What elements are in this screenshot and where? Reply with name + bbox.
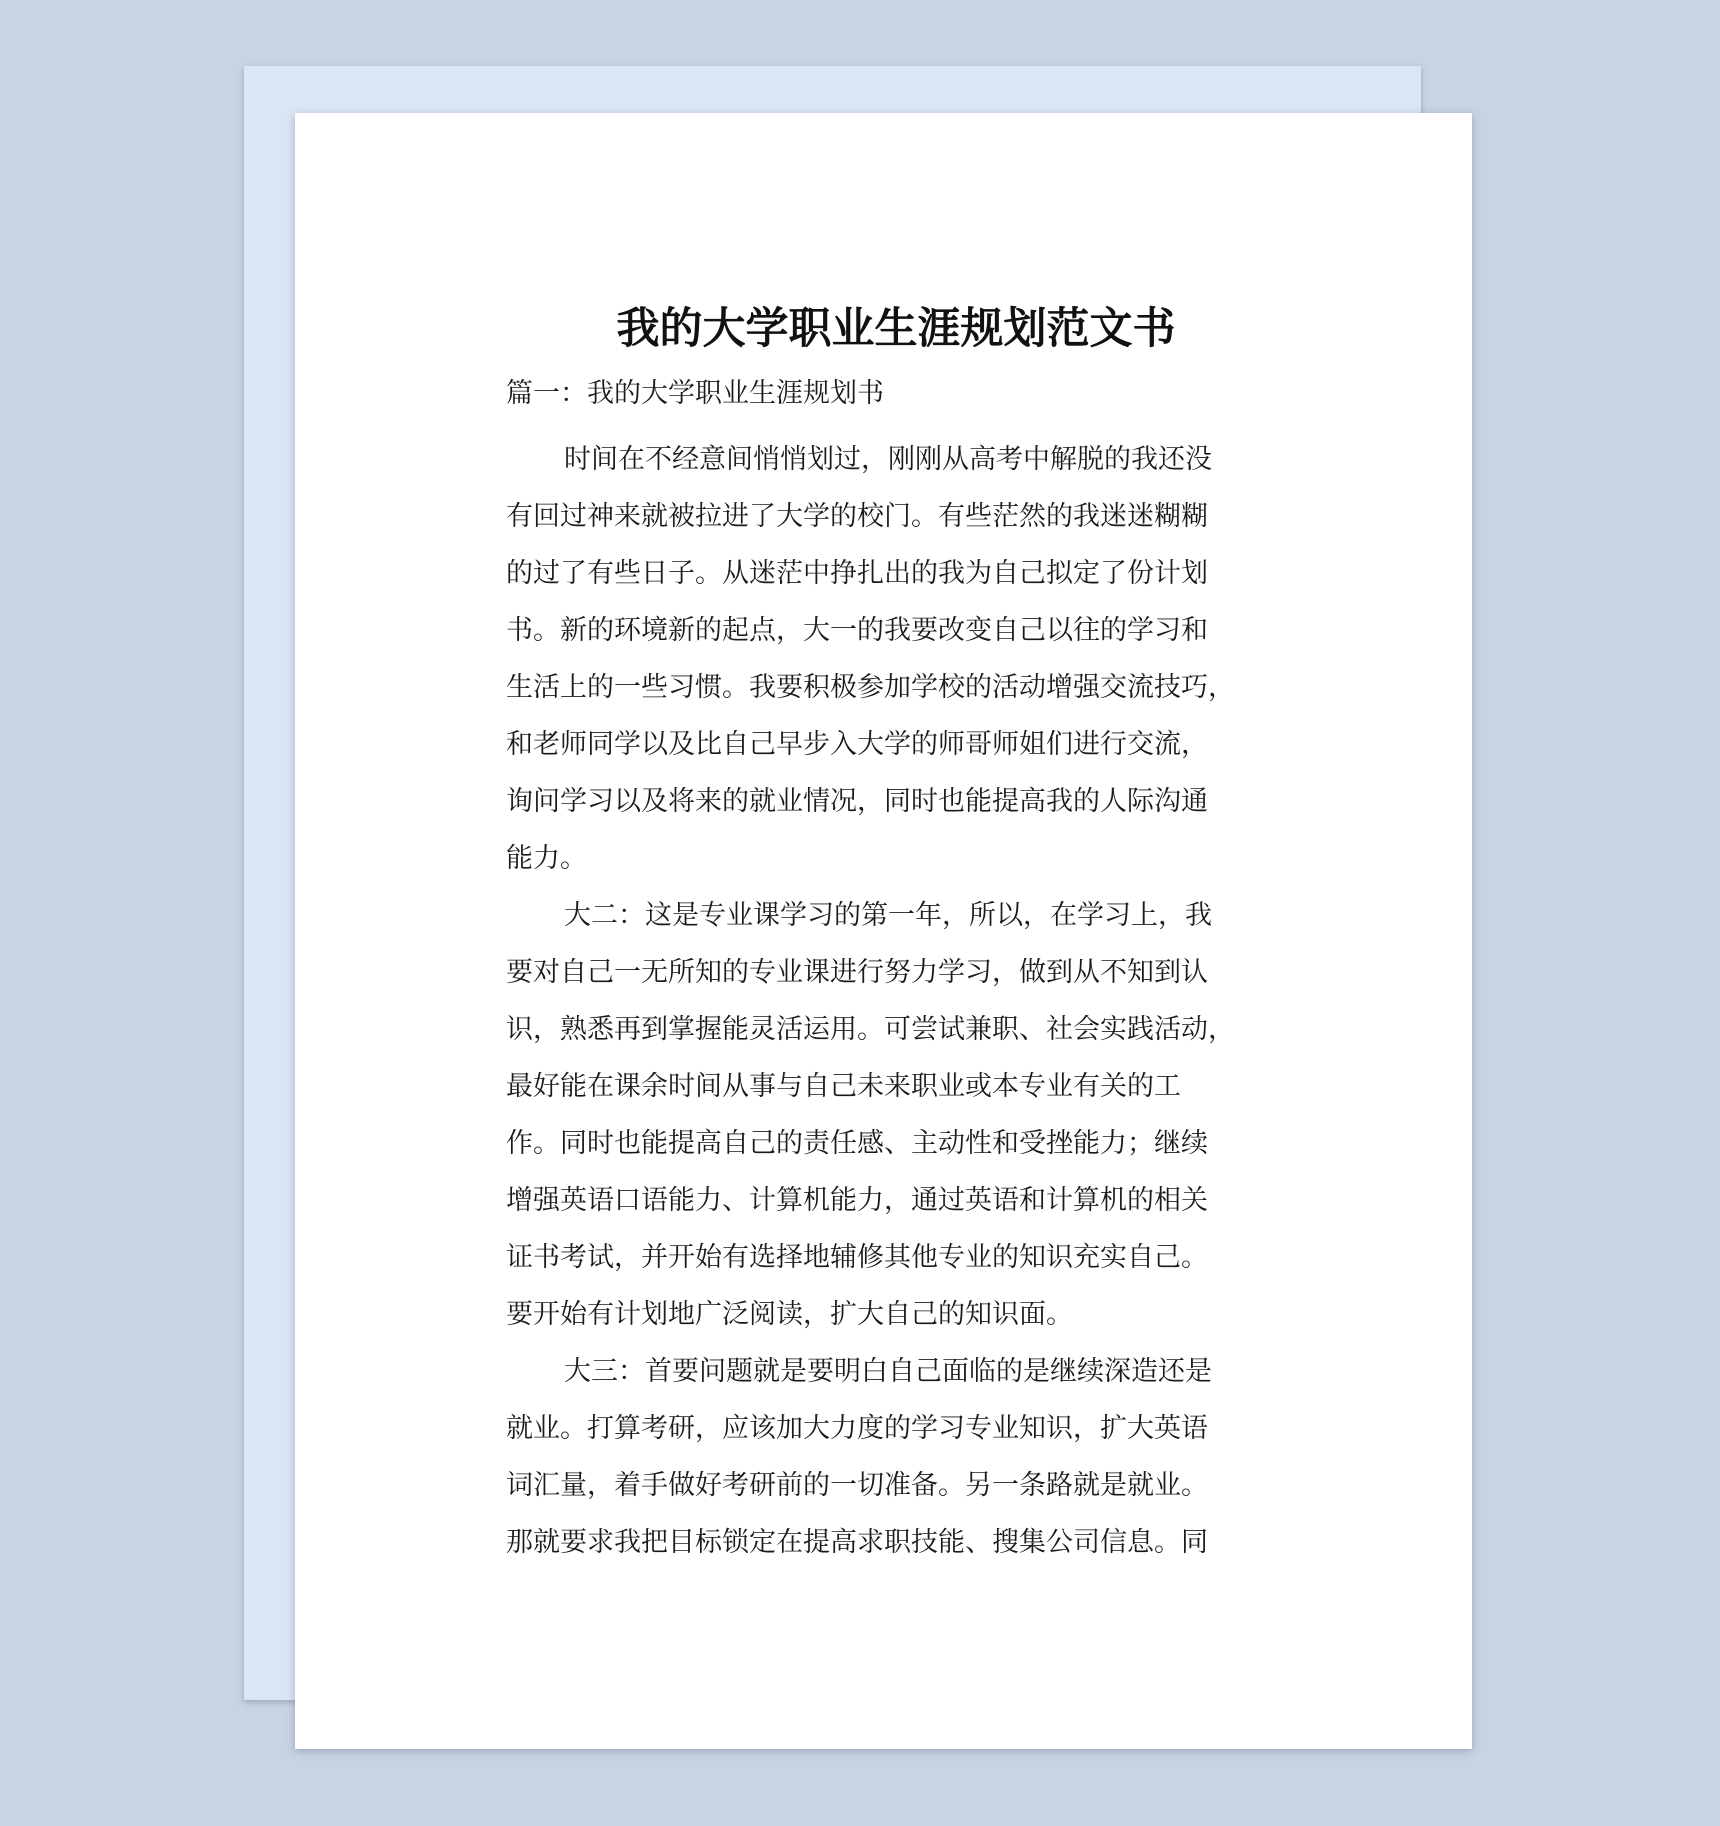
paragraph-line: 有回过神来就被拉进了大学的校门。有些茫然的我迷迷糊糊	[506, 501, 1208, 532]
paragraph-line: 询问学习以及将来的就业情况，同时也能提高我的人际沟通	[506, 786, 1208, 817]
paragraph-line: 增强英语口语能力、计算机能力，通过英语和计算机的相关	[506, 1185, 1208, 1216]
paragraph-line: 识，熟悉再到掌握能灵活运用。可尝试兼职、社会实践活动，	[506, 1014, 1235, 1045]
paragraph-line: 和老师同学以及比自己早步入大学的师哥师姐们进行交流，	[506, 729, 1208, 760]
paragraph-line: 最好能在课余时间从事与自己未来职业或本专业有关的工	[506, 1071, 1181, 1102]
document-title: 我的大学职业生涯规划范文书	[616, 304, 1176, 354]
paragraph-line: 的过了有些日子。从迷茫中挣扎出的我为自己拟定了份计划	[506, 558, 1208, 589]
paragraph-line: 能力。	[506, 843, 587, 874]
paragraph-line: 作。同时也能提高自己的责任感、主动性和受挫能力；继续	[506, 1128, 1208, 1159]
paragraph-line: 时间在不经意间悄悄划过，刚刚从高考中解脱的我还没	[564, 444, 1212, 475]
paragraph-line: 那就要求我把目标锁定在提高求职技能、搜集公司信息。同	[506, 1527, 1208, 1558]
section-heading: 篇一：我的大学职业生涯规划书	[506, 378, 884, 409]
paragraph-line: 证书考试，并开始有选择地辅修其他专业的知识充实自己。	[506, 1242, 1208, 1273]
document-page	[295, 113, 1472, 1749]
document-body	[506, 431, 1286, 1571]
paragraph-line: 词汇量，着手做好考研前的一切准备。另一条路就是就业。	[506, 1470, 1208, 1501]
paragraph-line: 要对自己一无所知的专业课进行努力学习，做到从不知到认	[506, 957, 1208, 988]
paragraph-line: 要开始有计划地广泛阅读，扩大自己的知识面。	[506, 1299, 1073, 1330]
paragraph-line: 就业。打算考研，应该加大力度的学习专业知识，扩大英语	[506, 1413, 1208, 1444]
paragraph-line: 生活上的一些习惯。我要积极参加学校的活动增强交流技巧，	[506, 672, 1235, 703]
paragraph-line: 大三：首要问题就是要明白自己面临的是继续深造还是	[564, 1356, 1212, 1387]
paragraph-line: 书。新的环境新的起点，大一的我要改变自己以往的学习和	[506, 615, 1208, 646]
paragraph-line: 大二：这是专业课学习的第一年，所以，在学习上，我	[564, 900, 1212, 931]
